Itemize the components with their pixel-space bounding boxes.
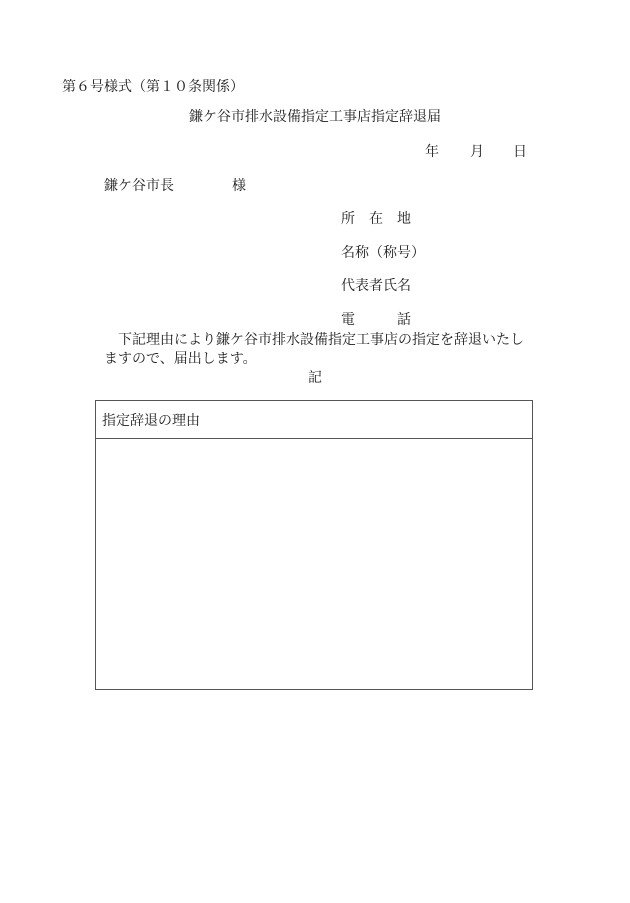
date-year-label: 年: [425, 144, 439, 160]
document-title: 鎌ケ谷市排水設備指定工事店指定辞退届: [189, 109, 441, 125]
addressee-name: 鎌ケ谷市長: [104, 178, 174, 194]
body-paragraph: 下記理由により鎌ケ谷市排水設備指定工事店の指定を辞退いたしますので、届出します。: [104, 332, 524, 367]
applicant-address-label: 所 在 地: [341, 211, 411, 227]
applicant-name-label: 名称（称号）: [341, 245, 425, 261]
ki-note: 記: [308, 370, 322, 386]
reason-content-cell[interactable]: [96, 439, 532, 689]
date-day-label: 日: [513, 144, 527, 160]
applicant-phone-label: 電 話: [341, 312, 411, 328]
form-number: 第６号様式（第１０条関係）: [62, 79, 244, 95]
addressee-honorific: 様: [232, 178, 246, 194]
reason-header-cell: [96, 401, 532, 439]
date-month-label: 月: [470, 144, 484, 160]
applicant-representative-label: 代表者氏名: [341, 278, 411, 294]
reason-table: [95, 400, 533, 690]
reason-header-label: 指定辞退の理由: [102, 412, 200, 429]
